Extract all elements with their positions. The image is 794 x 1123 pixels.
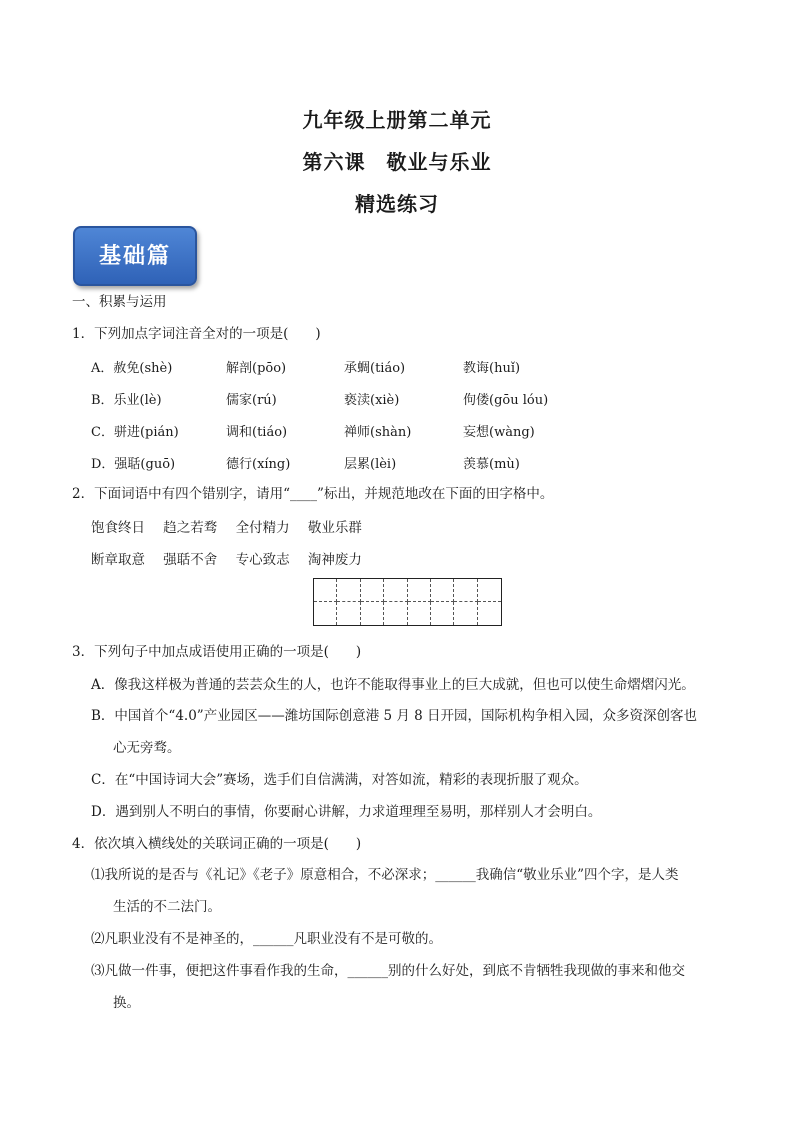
option-b-1: B．乐业(lè) bbox=[91, 393, 162, 408]
option-c-2: 调和(tiáo) bbox=[226, 425, 288, 440]
word-row-2 bbox=[91, 548, 376, 568]
question-3-stem: 3．下列句子中加点成语使用正确的一项是( ) bbox=[72, 644, 362, 660]
option-b-4: 佝偻(gōu lóu) bbox=[463, 393, 549, 408]
word-item: 敬业乐群 bbox=[307, 520, 362, 536]
q4-sentence-1-cont: 生活的不二法门。 bbox=[113, 899, 221, 915]
option-b-2: 儒家(rú) bbox=[226, 393, 277, 408]
word-item: 强聒不舍 bbox=[163, 552, 218, 568]
word-item: 专心致志 bbox=[235, 552, 290, 568]
option-c-1: C．骈进(pián) bbox=[91, 425, 179, 440]
q4-sentence-3-cont: 换。 bbox=[113, 995, 140, 1011]
q3-option-c: C．在“中国诗词大会”赛场，选手们自信满满，对答如流，精彩的表现折服了观众。 bbox=[91, 772, 588, 788]
q3-option-a: A．像我这样极为普通的芸芸众生的人，也许不能取得事业上的巨大成就，但也可以使生命熠熠闪光。 bbox=[91, 677, 695, 693]
option-c-3: 禅师(shàn) bbox=[344, 425, 412, 440]
option-a-3: 承蜩(tiáo) bbox=[344, 361, 406, 376]
option-d-1: D．强聒(guō) bbox=[91, 457, 176, 472]
q4-sentence-2: ⑵凡职业没有不是神圣的，______凡职业没有不是可敬的。 bbox=[91, 931, 442, 947]
grade-unit-title: 九年级上册第二单元 bbox=[302, 108, 492, 132]
q3-option-d: D．遇到别人不明白的事情，你要耐心讲解，力求道理理至易明，那样别人才会明白。 bbox=[91, 804, 602, 820]
question-4-stem: 4．依次填入横线处的关联词正确的一项是( ) bbox=[72, 836, 362, 852]
basic-section-badge: 基础篇 bbox=[73, 226, 197, 286]
option-a-1: A．赦免(shè) bbox=[91, 361, 173, 376]
tianzige-writing-grid[interactable] bbox=[313, 578, 502, 626]
word-item: 全付精力 bbox=[235, 520, 290, 536]
q3-option-b: B．中国首个“4.0”产业园区——潍坊国际创意港 5 月 8 日开园，国际机构争相入园，众多资深创客也 bbox=[91, 708, 698, 724]
option-c-4: 妄想(wàng) bbox=[463, 425, 535, 440]
q4-sentence-3: ⑶凡做一件事，便把这件事看作我的生命，______别的什么好处，到底不肯牺牲我现做的事来和他交 bbox=[91, 963, 685, 979]
section-heading: 一、积累与运用 bbox=[72, 294, 167, 310]
q3-option-b-cont: 心无旁骛。 bbox=[113, 740, 181, 756]
option-a-4: 教诲(huǐ) bbox=[463, 361, 521, 376]
word-item: 饱食终日 bbox=[91, 520, 145, 536]
option-d-2: 德行(xíng) bbox=[226, 457, 291, 472]
lesson-title: 第六课 敬业与乐业 bbox=[302, 150, 492, 174]
word-item: 趋之若骛 bbox=[163, 520, 218, 536]
exercise-title: 精选练习 bbox=[355, 192, 439, 216]
option-d-3: 层累(lèi) bbox=[344, 457, 397, 472]
word-row-1 bbox=[91, 516, 376, 536]
word-item: 断章取意 bbox=[91, 552, 145, 568]
option-d-4: 羡慕(mù) bbox=[463, 457, 520, 472]
word-item: 淘神废力 bbox=[307, 552, 362, 568]
question-1-stem: 1．下列加点字词注音全对的一项是( ) bbox=[72, 326, 321, 342]
question-2-stem: 2．下面词语中有四个错别字，请用“____”标出，并规范地改在下面的田字格中。 bbox=[72, 486, 554, 502]
option-a-2: 解剖(pōo) bbox=[226, 361, 287, 376]
option-b-3: 亵渎(xiè) bbox=[344, 393, 400, 408]
q4-sentence-1: ⑴我所说的是否与《礼记》《老子》原意相合，不必深求；______我确信“敬业乐业”四个字，是人类 bbox=[91, 867, 679, 883]
